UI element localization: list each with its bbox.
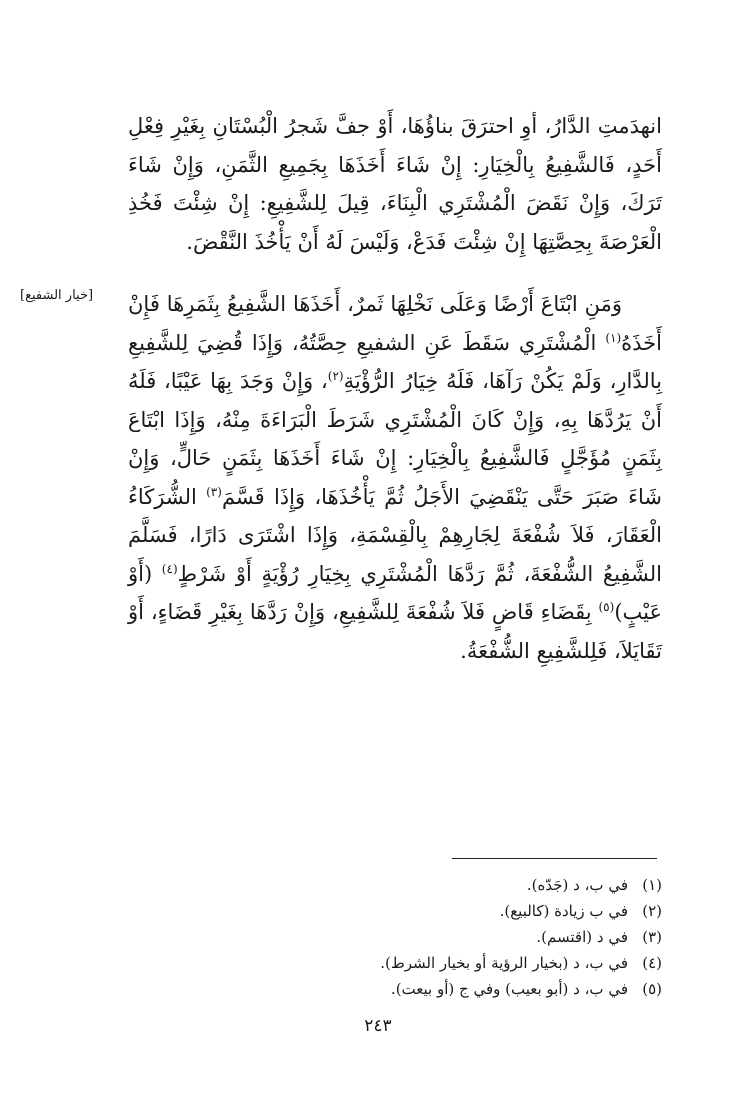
footnote-text: في ب، د (أبو بعيب) وفي ج (أو بيعت). [390, 980, 628, 998]
footnote-number: (٥) [642, 980, 662, 998]
footnote-item [200, 872, 662, 898]
footnote-separator [452, 858, 657, 859]
footnote-ref-4[interactable]: (٤) [161, 561, 178, 576]
footnote-text: في د (اقتسم). [536, 928, 628, 946]
footnote-number: (١) [642, 876, 662, 894]
footnote-text: في ب، د (بخيار الرؤية أو بخيار الشرط). [380, 954, 628, 972]
footnote-ref-1[interactable]: (١) [605, 330, 622, 345]
paragraph-2-part-4: الشُّرَكَاءُ الْعَقَارَ، فَلاَ شُفْعَةَ لِجَارِهِمْ بِالْقِسْمَةِ، وَإِذَا اشْتَرَى دَارًا، فَسَلَّمَ الشَّفِيعُ الشُّفْعَةَ، ثُمَّ رَدَّهَا الْمُشْتَرِي بِخِيَارِ رُؤْيَةٍ أَوْ شَرْطٍ [128, 484, 662, 586]
footnote-number: (٢) [642, 902, 662, 920]
footnote-item [200, 950, 662, 976]
footnote-text: في ب زيادة (كالبيع). [499, 902, 628, 920]
paragraph-2 [128, 285, 662, 670]
paragraph-2-part-1: وَمَنِ ابْتَاعَ أَرْضًا وَعَلَى نَخْلِهَا ثَمرٌ، أَخَذَهَا الشَّفِيعُ بِثَمَرِهَا فَإِنْ أَخَذَهُ [128, 292, 662, 355]
footnote-number: (٤) [642, 954, 662, 972]
footnote-ref-2[interactable]: (٢) [327, 369, 344, 383]
paragraph-1: انهدَمتِ الدَّارُ، أوِ احترَقَ بناؤُهَا، أَوْ جفَّ شَجرُ الْبُسْتَانِ بِغَيْرِ فِعْلِ أَحَدٍ، فَالشَّفِيعُ بِالْخِيَارِ: إِنْ شَاءَ أَخَذَهَا بِجَمِيعِ الثَّمَنِ، وَإِنْ شَاءَ تَرَكَ، وَإِنْ نَقَضَ الْمُشْتَرِي الْبِنَاءَ، قِيلَ لِلشَّفِيعِ: إِنْ شِئْتَ فَخُذِ الْعَرْصَةَ بِحِصَّتِهَا إِنْ شِئْتَ فَدَعْ، وَلَيْسَ لَهُ أَنْ يَأْخُذَ النَّقْضَ. [128, 114, 662, 254]
footnote-ref-5[interactable]: (٥) [598, 600, 615, 614]
paragraph-2-part-5: (أَوْ عَيْبٍ) [128, 561, 662, 624]
footnote-number: (٣) [642, 928, 662, 946]
footnote-item [200, 924, 662, 950]
footnote-text: في ب، د (جَدّه). [526, 876, 628, 894]
page-number: ٢٤٣ [364, 1016, 392, 1036]
margin-note: [خيار الشفيع] [20, 288, 94, 303]
paragraph-2-part-2: الْمُشْتَرِي سَقَطَ عَنِ الشفيعِ حِصَّتُهُ، وَإِذَا قُضِيَ لِلشَّفِيعِ بِالدَّارِ، وَلَمْ يَكُنْ رَآهَا، فَلَهُ خِيَارُ الرُّؤْيَةِ [128, 330, 663, 393]
footnote-ref-3[interactable]: (٣) [206, 484, 222, 499]
paragraph-2-part-3: ، وَإِنْ وَجَدَ بِهَا عَيْبًا، فَلَهُ أَنْ يَرُدَّهَا بِهِ، وَإِنْ كَانَ الْمُشْتَرِي شَرَطَ الْبَرَاءَةَ مِنْهُ، وَإِذَا ابْتَاعَ بِثَمَنٍ مُؤَجَّلٍ فَالشَّفِيعُ بِالْخِيَارِ: إِنْ شَاءَ أَخَذَهَا بِثَمَنٍ حَالٍّ، وَإِنْ شَاءَ صَبَرَ حَتَّى يَنْقَضِيَ الأَجَلُ ثُمَّ يَأْخُذَهَا، وَإِذَا قَسَّمَ [128, 369, 663, 509]
footnote-item [200, 898, 662, 924]
footnotes-list [200, 872, 662, 1002]
paragraph-2-part-6: بِقَضَاءِ قَاضٍ فَلاَ شُفْعَةَ لِلشَّفِيعِ، وَإِنْ رَدَّهَا بِغَيْرِ قَضَاءٍ، أَوْ تَقَايَلاَ، فَلِلشَّفِيعِ الشُّفْعَةُ. [128, 600, 662, 663]
footnote-item [200, 976, 662, 1002]
